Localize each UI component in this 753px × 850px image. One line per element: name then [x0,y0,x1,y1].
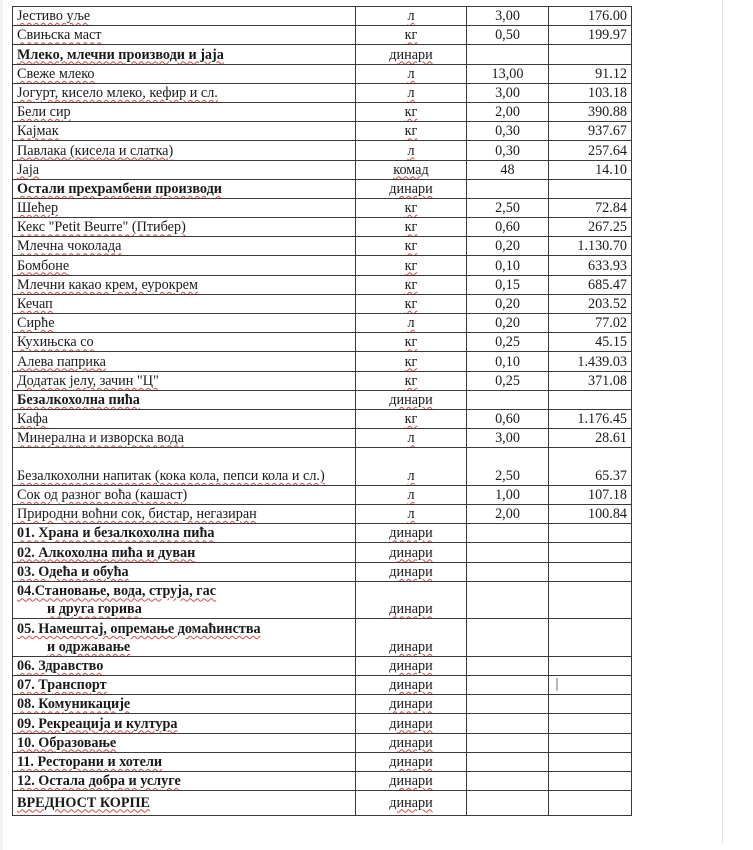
cell-quantity[interactable]: 0,30 [467,141,549,160]
unit-text: динари [389,715,433,732]
table-row-category [13,695,632,714]
cell-unit-price[interactable]: 1.176.45 [549,409,632,428]
cell-item-name[interactable] [13,505,356,524]
cell-unit-price[interactable]: 103.18 [549,83,632,102]
cell-item-name[interactable] [13,619,356,657]
cell-unit-price[interactable] [549,733,632,752]
cell-unit[interactable] [356,524,467,543]
table-row-item [13,102,632,121]
unit-text: кг [404,104,418,121]
cell-item-name[interactable] [13,26,356,45]
item-name-text: Кајмак [17,123,59,140]
cell-item-name[interactable] [13,102,356,121]
item-name-text: Павлака (кисела и слатка) [17,142,174,159]
cell-unit[interactable] [356,275,467,294]
cell-item-name[interactable] [13,333,356,352]
item-name-text: 01. Храна и безалкохолна пића [17,525,215,542]
cell-item-name[interactable] [13,294,356,313]
cell-unit[interactable] [356,505,467,524]
cell-item-name[interactable] [13,7,356,26]
item-name-text: Бели сир [17,104,71,121]
cell-quantity[interactable]: 1,00 [467,485,549,504]
item-name-text: Бомбоне [17,257,70,274]
page-right-edge [722,0,723,843]
item-name-text: Додатак јелу, зачин "Ц" [17,372,159,389]
table-row-category [13,524,632,543]
page-left-margin [0,0,3,850]
cell-quantity[interactable]: 0,20 [467,237,549,256]
cell-unit-price[interactable]: 685.47 [549,275,632,294]
cell-quantity[interactable]: 0,25 [467,371,549,390]
cell-item-name[interactable] [13,543,356,562]
item-name-text: Минерална и изворска вода [17,430,184,447]
cell-unit[interactable] [356,562,467,581]
cell-item-name[interactable] [13,448,356,486]
cell-unit[interactable] [356,714,467,733]
cell-unit[interactable] [356,218,467,237]
cell-quantity[interactable]: 2,00 [467,505,549,524]
item-name-text: 05. Намештај, опремање домаћинства [17,620,261,637]
cell-unit[interactable] [356,656,467,675]
unit-text: комад [393,161,429,178]
unit-text: кг [404,296,418,312]
item-name-continuation: и одржавање [47,638,131,655]
cell-quantity[interactable] [467,675,549,694]
cell-quantity[interactable] [467,656,549,675]
item-name-text: 02. Алкохолна пића и дуван [17,544,196,561]
item-name-text: Кекс "Petit Beurre" (Птибер) [17,219,186,236]
table-row-item [13,198,632,217]
item-name-text: Кухињска со [17,334,94,351]
text-cursor-marker [556,678,558,691]
item-name-text: Јестиво уље [17,8,91,25]
cell-item-name[interactable] [13,562,356,581]
table-row-item [13,505,632,524]
item-name-text: 10. Образовање [17,734,117,751]
unit-text: кг [404,238,418,255]
cell-unit[interactable] [356,237,467,256]
cell-item-name[interactable] [13,524,356,543]
table-row-item [13,429,632,448]
table-row-category [13,714,632,733]
table-row-item [13,218,632,237]
table-row-category [13,543,632,562]
cell-quantity[interactable]: 0,20 [467,294,549,313]
cell-unit[interactable] [356,352,467,371]
cell-unit[interactable] [356,102,467,121]
cell-unit-price[interactable]: 203.52 [549,294,632,313]
consumer-basket-table [12,6,632,816]
cell-quantity[interactable]: 3,00 [467,429,549,448]
item-name-text: Алева паприка [17,353,106,370]
cell-unit-price[interactable]: 91.12 [549,64,632,83]
cell-item-name[interactable] [13,675,356,694]
cell-quantity[interactable]: 0,25 [467,333,549,352]
unit-text: л [407,487,415,503]
cell-quantity[interactable] [467,562,549,581]
cell-unit-price[interactable] [549,179,632,198]
cell-unit-price[interactable] [549,656,632,675]
cell-unit-price[interactable] [549,543,632,562]
cell-unit[interactable] [356,83,467,102]
table-row-category [13,656,632,675]
cell-quantity[interactable] [467,543,549,562]
cell-unit[interactable] [356,179,467,198]
table-row-item [13,352,632,371]
unit-text: динари [389,391,433,408]
cell-item-name[interactable] [13,141,356,160]
cell-unit-price[interactable]: 45.15 [549,333,632,352]
cell-unit[interactable] [356,390,467,409]
cell-unit[interactable] [356,619,467,657]
cell-unit-price[interactable]: 65.37 [549,448,632,486]
item-name-text: 04.Становање, вода, струја, гас [17,583,216,600]
cell-unit-price[interactable]: 1.439.03 [549,352,632,371]
cell-item-name[interactable] [13,237,356,256]
unit-text: л [407,506,415,523]
unit-text: динари [389,563,433,580]
unit-text: л [407,315,415,332]
table-row-item [13,371,632,390]
cell-unit-price[interactable] [549,390,632,409]
table-row-grand-total [13,791,632,816]
cell-unit[interactable] [356,371,467,390]
cell-unit[interactable] [356,752,467,771]
cell-quantity[interactable] [467,524,549,543]
item-name-text: Остали прехрамбени производи [17,180,222,197]
table-row-item [13,7,632,26]
cell-item-name[interactable] [13,733,356,752]
item-name-text: Јаја [17,161,40,178]
cell-item-name[interactable] [13,695,356,714]
unit-text: динари [389,638,433,655]
item-name-text: Млеко, млечни производи и јаја [17,46,224,63]
cell-quantity[interactable]: 2,50 [467,198,549,217]
cell-unit[interactable] [356,160,467,179]
cell-item-name[interactable] [13,581,356,619]
cell-unit[interactable] [356,122,467,141]
cell-unit-price[interactable]: 267.25 [549,218,632,237]
cell-item-name[interactable] [13,64,356,83]
unit-text: динари [389,677,433,694]
item-name-text: Шећер [17,200,59,217]
unit-text: динари [389,773,433,790]
item-name-text: 11. Ресторани и хотели [17,753,163,770]
cell-quantity[interactable]: 2,00 [467,102,549,121]
table-row-subgroup [13,45,632,64]
table-row-item [13,256,632,275]
cell-unit[interactable] [356,429,467,448]
cell-quantity[interactable] [467,695,549,714]
table-row-item [13,448,632,486]
cell-unit-price[interactable]: 107.18 [549,485,632,504]
cell-unit[interactable] [356,733,467,752]
cell-unit-price[interactable] [549,581,632,619]
table-row-item [13,141,632,160]
unit-text: динари [389,734,433,751]
table-body [13,7,632,816]
cell-item-name[interactable] [13,275,356,294]
unit-text: кг [404,334,418,351]
cell-unit[interactable] [356,695,467,714]
cell-unit[interactable] [356,314,467,333]
cell-unit-price[interactable]: 199.97 [549,26,632,45]
cell-item-name[interactable] [13,714,356,733]
cell-quantity[interactable]: 48 [467,160,549,179]
unit-text: динари [389,46,433,63]
cell-quantity[interactable] [467,733,549,752]
cell-item-name[interactable] [13,83,356,102]
cell-item-name[interactable] [13,752,356,771]
table-row-item [13,83,632,102]
item-name-text: Кафа [17,411,49,428]
unit-text: динари [389,794,433,811]
item-name-text: Сок од разног воћа (кашаст) [17,487,188,503]
cell-unit[interactable] [356,26,467,45]
cell-item-name[interactable] [13,45,356,64]
cell-unit[interactable] [356,198,467,217]
cell-unit-price[interactable]: 390.88 [549,102,632,121]
cell-unit[interactable] [356,45,467,64]
cell-quantity[interactable]: 0,30 [467,122,549,141]
unit-text: динари [389,696,433,713]
unit-text: кг [404,353,418,370]
cell-quantity[interactable] [467,714,549,733]
cell-quantity[interactable] [467,179,549,198]
table-row-category [13,733,632,752]
cell-item-name[interactable] [13,352,356,371]
unit-text: кг [404,276,418,293]
cell-unit[interactable] [356,7,467,26]
table-row-category [13,771,632,790]
cell-unit-price[interactable]: 176.00 [549,7,632,26]
item-name-text: 07. Транспорт [17,677,107,694]
item-name-text: 12. Остала добра и услуге [17,773,181,790]
cell-item-name[interactable] [13,256,356,275]
table-row-category [13,675,632,694]
cell-unit-price[interactable] [549,675,632,694]
cell-item-name[interactable] [13,429,356,448]
unit-text: кг [404,411,418,428]
table-row-subgroup [13,179,632,198]
item-name-text: Свињска маст [17,27,102,44]
table-row-category [13,581,632,619]
item-name-text: 06. Здравство [17,657,104,674]
cell-quantity[interactable]: 0,15 [467,275,549,294]
cell-item-name[interactable] [13,485,356,504]
cell-quantity[interactable] [467,581,549,619]
cell-unit[interactable] [356,333,467,352]
cell-unit[interactable] [356,485,467,504]
cell-item-name[interactable] [13,371,356,390]
table-row-subgroup [13,390,632,409]
table-row-item [13,485,632,504]
cell-unit-price[interactable] [549,524,632,543]
table-row-item [13,237,632,256]
item-name-text: Безалкохолни напитак (кока кола, пепси кола и сл.) [17,467,325,484]
cell-unit[interactable] [356,771,467,790]
cell-unit[interactable] [356,791,467,816]
cell-item-name[interactable] [13,314,356,333]
cell-unit[interactable] [356,543,467,562]
cell-unit[interactable] [356,409,467,428]
cell-quantity[interactable] [467,771,549,790]
cell-unit[interactable] [356,294,467,313]
unit-text: л [407,142,415,159]
unit-text: л [407,430,415,447]
cell-unit-price[interactable] [549,619,632,657]
table-row-item [13,333,632,352]
cell-unit-price[interactable]: 72.84 [549,198,632,217]
cell-unit[interactable] [356,64,467,83]
cell-unit[interactable] [356,448,467,486]
cell-unit-price[interactable] [549,695,632,714]
cell-unit-price[interactable]: 28.61 [549,429,632,448]
cell-unit-price[interactable] [549,45,632,64]
cell-unit-price[interactable]: 100.84 [549,505,632,524]
table-row-item [13,314,632,333]
cell-item-name[interactable] [13,160,356,179]
cell-quantity[interactable] [467,390,549,409]
cell-quantity[interactable]: 2,50 [467,448,549,486]
cell-quantity[interactable]: 0,10 [467,352,549,371]
item-name-text: Млечни какао крем, еурокрем [17,276,198,293]
item-name-text: Свеже млеко [17,65,95,82]
unit-text: динари [389,525,433,542]
item-name-text: Кечап [17,296,53,312]
cell-item-name[interactable] [13,122,356,141]
cell-unit-price[interactable]: 257.64 [549,141,632,160]
table-row-category [13,752,632,771]
item-name-text: Јогурт, кисело млеко, кефир и сл. [17,84,218,101]
cell-unit[interactable] [356,256,467,275]
cell-quantity[interactable] [467,791,549,816]
cell-unit-price[interactable] [549,791,632,816]
item-name-text: 09. Рекреација и култура [17,715,178,732]
table-row-category [13,619,632,657]
cell-unit-price[interactable]: 937.67 [549,122,632,141]
cell-quantity[interactable]: 3,00 [467,7,549,26]
cell-quantity[interactable]: 0,10 [467,256,549,275]
cell-item-name[interactable] [13,771,356,790]
item-name-text: Безалкохолна пића [17,391,140,408]
unit-text: динари [389,601,433,618]
table-row-category [13,562,632,581]
cell-unit[interactable] [356,581,467,619]
table-row-item [13,409,632,428]
cell-unit[interactable] [356,675,467,694]
cell-quantity[interactable] [467,45,549,64]
cell-unit-price[interactable]: 1.130.70 [549,237,632,256]
cell-quantity[interactable]: 13,00 [467,64,549,83]
cell-unit-price[interactable]: 371.08 [549,371,632,390]
unit-text: кг [404,123,418,140]
unit-text: динари [389,180,433,197]
unit-text: кг [404,27,418,44]
table-row-item [13,122,632,141]
table-row-item [13,294,632,313]
cell-item-name[interactable] [13,218,356,237]
unit-text: л [407,84,415,101]
item-name-continuation: и друга горива [47,601,142,618]
cell-item-name[interactable] [13,390,356,409]
table-row-item [13,64,632,83]
unit-text: л [407,65,415,82]
cell-item-name[interactable] [13,409,356,428]
cell-unit-price[interactable] [549,771,632,790]
table-row-item [13,26,632,45]
cell-unit-price[interactable]: 77.02 [549,314,632,333]
cell-quantity[interactable]: 0,60 [467,409,549,428]
unit-text: кг [404,219,418,236]
cell-unit-price[interactable]: 633.93 [549,256,632,275]
cell-quantity[interactable]: 0,50 [467,26,549,45]
cell-unit-price[interactable] [549,562,632,581]
cell-item-name[interactable] [13,791,356,816]
item-name-text: 08. Комуникације [17,696,131,713]
unit-text: л [407,8,415,25]
unit-text: кг [404,257,418,274]
cell-quantity[interactable]: 0,20 [467,314,549,333]
cell-unit-price[interactable] [549,714,632,733]
item-name-text: ВРЕДНОСТ КОРПЕ [17,794,150,811]
cell-quantity[interactable] [467,752,549,771]
unit-text: динари [389,657,433,674]
cell-quantity[interactable]: 3,00 [467,83,549,102]
cell-item-name[interactable] [13,198,356,217]
cell-unit-price[interactable] [549,752,632,771]
unit-text: л [407,467,415,484]
cell-unit-price[interactable]: 14.10 [549,160,632,179]
unit-text: динари [389,753,433,770]
cell-item-name[interactable] [13,656,356,675]
unit-text: динари [389,544,433,561]
item-name-text: 03. Одећа и обућа [17,563,129,580]
item-name-text: Сирће [17,315,55,332]
cell-unit[interactable] [356,141,467,160]
cell-item-name[interactable] [13,179,356,198]
table-row-item [13,275,632,294]
unit-text: кг [404,200,418,217]
item-name-text: Природни воћни сок, бистар, негазиран [17,506,257,523]
item-name-text: Млечна чоколада [17,238,122,255]
cell-quantity[interactable] [467,619,549,657]
unit-text: кг [404,372,418,389]
table-row-item [13,160,632,179]
cell-quantity[interactable]: 0,60 [467,218,549,237]
